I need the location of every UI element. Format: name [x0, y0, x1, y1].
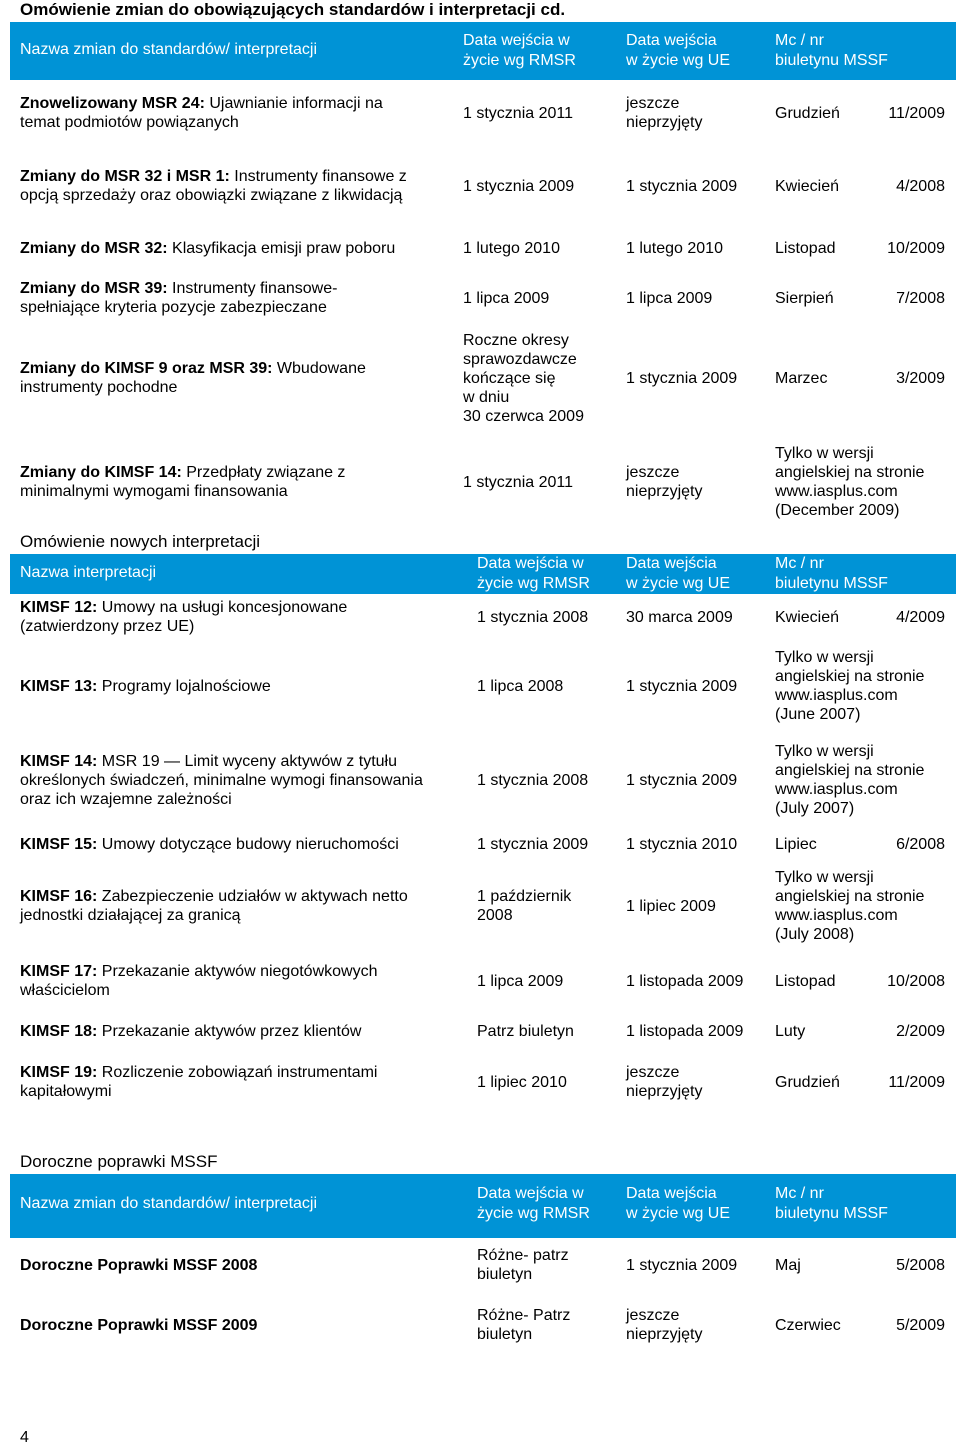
row-bulletin-month-line: Grudzień — [775, 105, 840, 122]
row-name-line: Zmiany do KIMSF 14: Przedpłaty związane z — [20, 464, 346, 481]
row-name — [20, 677, 271, 696]
row-bulletin-month-line: Sierpień — [775, 290, 834, 307]
row-ue-date-line: jeszcze — [626, 464, 680, 481]
row-bulletin-number: 7/2008 — [896, 290, 945, 307]
row-ue-date-line: 1 stycznia 2009 — [626, 678, 738, 695]
row-name — [20, 167, 407, 205]
row-bulletin-number: 11/2009 — [888, 105, 945, 122]
row-bulletin-month — [775, 608, 839, 627]
row-name-line: instrumenty pochodne — [20, 379, 178, 396]
header3-ue: Data wejścia w życie wg UE — [626, 1185, 731, 1222]
row-name-line: Doroczne Poprawki MSSF 2008 — [20, 1257, 258, 1274]
row-rmsr-date — [463, 289, 549, 308]
row-rmsr-date-line: 1 stycznia 2008 — [477, 609, 589, 626]
row-name-line: Zmiany do MSR 32 i MSR 1: Instrumenty finansowe z — [20, 168, 407, 185]
section-title-interpretations: Omówienie nowych interpretacji — [20, 532, 260, 551]
header3-mc: Mc / nr biuletynu MSSF — [775, 1185, 888, 1222]
row-rmsr-date — [477, 835, 588, 854]
row-rmsr-date-line: Różne- Patrz — [477, 1307, 571, 1324]
row-ue-date — [626, 1022, 743, 1041]
row-name-line: KIMSF 12: Umowy na usługi koncesjonowane — [20, 599, 348, 616]
row-bulletin-month — [775, 1022, 805, 1041]
row-name-line: KIMSF 14: MSR 19 — Limit wyceny aktywów z tytułu — [20, 753, 397, 770]
row-bulletin-note-line: (July 2008) — [775, 926, 855, 943]
row-name-line: KIMSF 18: Przekazanie aktywów przez klientów — [20, 1023, 362, 1040]
row-bulletin-note-line: Tylko w wersji — [775, 445, 874, 462]
row-ue-date — [626, 177, 737, 196]
row-ue-date-line: jeszcze — [626, 95, 680, 112]
row-name-line: Zmiany do KIMSF 9 oraz MSR 39: Wbudowane — [20, 360, 366, 377]
row-ue-date-line: 1 stycznia 2009 — [626, 1257, 738, 1274]
row-ue-date — [626, 369, 737, 388]
row-bulletin-number: 10/2008 — [887, 973, 945, 990]
row-name — [20, 279, 337, 317]
row-rmsr-date — [463, 473, 573, 492]
row-bulletin-number: 6/2008 — [896, 836, 945, 853]
row-name-line: KIMSF 17: Przekazanie aktywów niegotówkowych — [20, 963, 378, 980]
header3-name: Nazwa zmian do standardów/ interpretacji — [20, 1195, 318, 1212]
row-ue-date-line: jeszcze — [626, 1064, 680, 1081]
row-bulletin-note-line: angielskiej na stronie — [775, 464, 925, 481]
row-rmsr-date-line: 1 stycznia 2011 — [463, 474, 573, 491]
row-bulletin-number: 10/2009 — [887, 240, 945, 257]
row-bulletin-note — [775, 444, 924, 520]
row-bulletin-month-line: Grudzień — [775, 1074, 840, 1091]
row-ue-date-line: nieprzyjęty — [626, 114, 703, 131]
row-name-line: jednostki działającej za granicą — [20, 907, 241, 924]
header-rmsr: Data wejścia w życie wg RMSR — [463, 32, 576, 69]
row-bulletin-month-line: Kwiecień — [775, 609, 840, 626]
row-name — [20, 1022, 361, 1041]
row-rmsr-date-line: 1 lipca 2009 — [477, 973, 564, 990]
row-bulletin-note-line: Tylko w wersji — [775, 743, 874, 760]
row-rmsr-date-line: 1 lipiec 2010 — [477, 1074, 567, 1091]
header3-rmsr: Data wejścia w życie wg RMSR — [477, 1185, 590, 1222]
row-bulletin-month — [775, 1256, 801, 1275]
row-bulletin-note-line: www.iasplus.com — [775, 483, 898, 500]
row-name-line: właścicielom — [20, 982, 110, 999]
row-name-line: Znowelizowany MSR 24: Ujawnianie informacji na — [20, 95, 383, 112]
header2-ue: Data wejścia w życie wg UE — [626, 555, 731, 592]
row-name-line: KIMSF 15: Umowy dotyczące budowy nieruchomości — [20, 836, 399, 853]
row-bulletin-month-line: Kwiecień — [775, 178, 840, 195]
row-rmsr-date — [477, 1022, 574, 1041]
row-rmsr-date-line: 1 lipca 2009 — [463, 290, 550, 307]
header2-mc: Mc / nr biuletynu MSSF — [775, 555, 888, 592]
row-bulletin-note-line: (December 2009) — [775, 502, 900, 519]
row-bulletin-note-line: angielskiej na stronie — [775, 668, 925, 685]
header2-rmsr: Data wejścia w życie wg RMSR — [477, 555, 590, 592]
row-bulletin-number: 3/2009 — [896, 370, 945, 387]
row-ue-date-line: 1 stycznia 2009 — [626, 178, 738, 195]
row-bulletin-month — [775, 289, 834, 308]
row-bulletin-note — [775, 648, 924, 724]
row-rmsr-date-line: w dniu — [463, 389, 510, 406]
row-rmsr-date-line: 1 październik — [477, 888, 572, 905]
row-name-line: opcją sprzedaży oraz obowiązki związane z likwidacją — [20, 187, 403, 204]
row-name-line: temat podmiotów powiązanych — [20, 114, 239, 131]
row-name-line: określonych świadczeń, minimalne wymogi finansowania — [20, 772, 423, 789]
row-rmsr-date — [477, 1306, 570, 1344]
row-ue-date-line: 1 stycznia 2009 — [626, 772, 738, 789]
row-ue-date-line: nieprzyjęty — [626, 1083, 703, 1100]
row-name-line: kapitałowymi — [20, 1083, 112, 1100]
header2-name: Nazwa interpretacji — [20, 564, 157, 581]
row-ue-date-line: 1 listopada 2009 — [626, 1023, 744, 1040]
row-rmsr-date — [463, 177, 574, 196]
section-title-annual: Doroczne poprawki MSSF — [20, 1152, 218, 1171]
row-rmsr-date-line: 1 stycznia 2009 — [477, 836, 589, 853]
row-ue-date-line: jeszcze — [626, 1307, 680, 1324]
row-bulletin-note-line: Tylko w wersji — [775, 649, 874, 666]
row-bulletin-note — [775, 868, 924, 944]
row-ue-date-line: 1 lutego 2010 — [626, 240, 723, 257]
row-rmsr-date-line: 30 czerwca 2009 — [463, 408, 584, 425]
row-bulletin-note-line: (July 2007) — [775, 800, 855, 817]
row-rmsr-date-line: 2008 — [477, 907, 513, 924]
row-rmsr-date — [477, 1073, 567, 1092]
row-rmsr-date-line: 1 stycznia 2008 — [477, 772, 589, 789]
row-bulletin-month — [775, 1316, 841, 1335]
row-bulletin-number: 5/2009 — [896, 1317, 945, 1334]
row-rmsr-date-line: kończące się — [463, 370, 556, 387]
row-bulletin-month-line: Lipiec — [775, 836, 817, 853]
row-name — [20, 962, 377, 1000]
row-name — [20, 239, 395, 258]
row-bulletin-number: 4/2008 — [896, 178, 945, 195]
row-bulletin-number: 4/2009 — [896, 609, 945, 626]
row-rmsr-date-line: Różne- patrz — [477, 1247, 569, 1264]
row-rmsr-date — [463, 104, 573, 123]
row-rmsr-date — [463, 239, 560, 258]
row-ue-date — [626, 972, 743, 991]
row-bulletin-month — [775, 104, 840, 123]
row-name-line: minimalnymi wymogami finansowania — [20, 483, 288, 500]
row-name — [20, 1063, 377, 1101]
row-rmsr-date — [477, 608, 588, 627]
row-name-line: spełniające kryteria pozycje zabezpieczane — [20, 299, 327, 316]
row-name — [20, 94, 383, 132]
row-ue-date — [626, 897, 716, 916]
row-name — [20, 887, 408, 925]
row-rmsr-date — [477, 887, 571, 925]
row-bulletin-note — [775, 742, 924, 818]
row-name-line: Zmiany do MSR 39: Instrumenty finansowe- — [20, 280, 338, 297]
row-name-line: KIMSF 16: Zabezpieczenie udziałów w aktywach netto — [20, 888, 408, 905]
row-bulletin-month — [775, 835, 817, 854]
row-name — [20, 359, 366, 397]
row-name — [20, 835, 399, 854]
row-rmsr-date — [477, 1246, 569, 1284]
row-ue-date — [626, 463, 702, 501]
row-bulletin-month — [775, 177, 839, 196]
row-ue-date — [626, 677, 737, 696]
row-ue-date-line: 1 stycznia 2009 — [626, 370, 738, 387]
row-rmsr-date — [477, 771, 588, 790]
row-bulletin-number: 11/2009 — [888, 1074, 945, 1091]
row-name — [20, 598, 347, 636]
row-ue-date — [626, 835, 737, 854]
row-ue-date-line: 1 lipca 2009 — [626, 290, 713, 307]
row-rmsr-date-line: 1 lipca 2008 — [477, 678, 564, 695]
header-ue: Data wejścia w życie wg UE — [626, 32, 731, 69]
row-ue-date — [626, 771, 737, 790]
row-ue-date-line: nieprzyjęty — [626, 483, 703, 500]
row-name-line: KIMSF 13: Programy lojalnościowe — [20, 678, 271, 695]
row-bulletin-note-line: angielskiej na stronie — [775, 762, 925, 779]
row-bulletin-month — [775, 369, 827, 388]
row-rmsr-date-line: Roczne okresy — [463, 332, 569, 349]
row-name — [20, 752, 423, 809]
row-ue-date — [626, 1063, 702, 1101]
page-number: 4 — [20, 1429, 29, 1446]
row-rmsr-date — [477, 972, 563, 991]
row-ue-date-line: 1 listopada 2009 — [626, 973, 744, 990]
row-name-line: Zmiany do MSR 32: Klasyfikacja emisji praw poboru — [20, 240, 396, 257]
row-bulletin-number: 2/2009 — [896, 1023, 945, 1040]
row-ue-date — [626, 94, 702, 132]
row-rmsr-date-line: 1 stycznia 2011 — [463, 105, 573, 122]
row-rmsr-date-line: 1 lutego 2010 — [463, 240, 560, 257]
row-name — [20, 463, 345, 501]
header-name: Nazwa zmian do standardów/ interpretacji — [20, 41, 318, 58]
row-name-line: oraz ich wzajemne zależności — [20, 791, 232, 808]
row-ue-date — [626, 1256, 737, 1275]
row-ue-date — [626, 608, 733, 627]
row-bulletin-month-line: Marzec — [775, 370, 828, 387]
row-name-line: Doroczne Poprawki MSSF 2009 — [20, 1317, 258, 1334]
row-name — [20, 1316, 257, 1335]
row-bulletin-month — [775, 1073, 840, 1092]
row-ue-date-line: 1 stycznia 2010 — [626, 836, 738, 853]
page-title: Omówienie zmian do obowiązujących standardów i interpretacji cd. — [20, 0, 566, 19]
row-bulletin-month-line: Listopad — [775, 973, 836, 990]
row-rmsr-date-line: biuletyn — [477, 1326, 533, 1343]
row-bulletin-month-line: Maj — [775, 1257, 801, 1274]
row-bulletin-note-line: (June 2007) — [775, 706, 861, 723]
row-rmsr-date — [477, 677, 563, 696]
row-bulletin-month — [775, 239, 836, 258]
row-name-line: (zatwierdzony przez UE) — [20, 618, 195, 635]
row-ue-date-line: nieprzyjęty — [626, 1326, 703, 1343]
row-name-line: KIMSF 19: Rozliczenie zobowiązań instrumentami — [20, 1064, 378, 1081]
row-bulletin-month-line: Czerwiec — [775, 1317, 841, 1334]
row-bulletin-note-line: angielskiej na stronie — [775, 888, 925, 905]
row-rmsr-date — [463, 331, 584, 426]
row-ue-date — [626, 1306, 702, 1344]
row-rmsr-date-line: sprawozdawcze — [463, 351, 577, 368]
row-ue-date-line: 30 marca 2009 — [626, 609, 733, 626]
row-ue-date — [626, 289, 712, 308]
row-bulletin-number: 5/2008 — [896, 1257, 945, 1274]
row-bulletin-note-line: Tylko w wersji — [775, 869, 874, 886]
row-bulletin-month-line: Luty — [775, 1023, 806, 1040]
row-name — [20, 1256, 257, 1275]
row-rmsr-date-line: 1 stycznia 2009 — [463, 178, 575, 195]
row-bulletin-note-line: www.iasplus.com — [775, 907, 898, 924]
row-rmsr-date-line: biuletyn — [477, 1266, 533, 1283]
header-mc: Mc / nr biuletynu MSSF — [775, 32, 888, 69]
row-bulletin-note-line: www.iasplus.com — [775, 687, 898, 704]
row-ue-date — [626, 239, 723, 258]
row-rmsr-date-line: Patrz biuletyn — [477, 1023, 574, 1040]
row-bulletin-note-line: www.iasplus.com — [775, 781, 898, 798]
row-bulletin-month-line: Listopad — [775, 240, 836, 257]
row-bulletin-month — [775, 972, 836, 991]
row-ue-date-line: 1 lipiec 2009 — [626, 898, 716, 915]
